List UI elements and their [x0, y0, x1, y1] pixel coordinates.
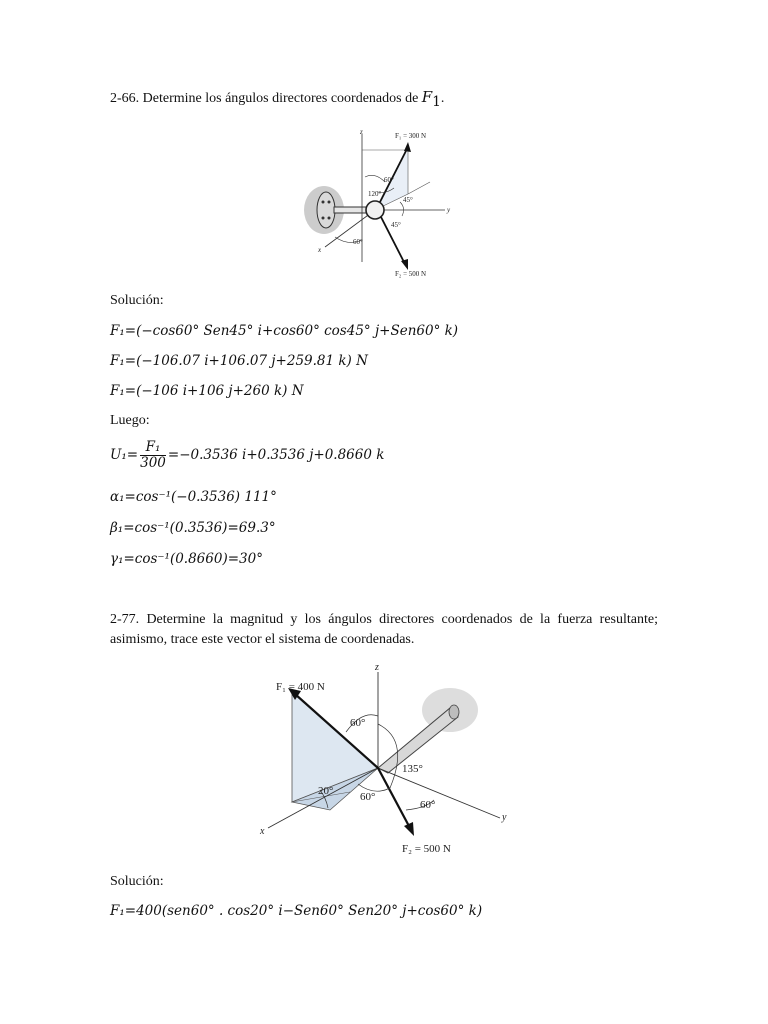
svg-text:60°: 60° [350, 717, 366, 729]
equation-unit-vector: U₁= $\frac{\text{F₁}}{300}$ =−0.3536 i+0.3536 j+0.8660 k [110, 439, 385, 471]
equation-beta: β₁=cos⁻¹(0.3536)=69.3° [110, 520, 276, 536]
svg-text:F₂ = 500 N: F₂ = 500 N [395, 270, 427, 278]
equation-f1-values: F₁=(−106.07 i+106.07 j+259.81 k) N [110, 353, 368, 369]
figure-2-77 [250, 660, 520, 860]
svg-text:z: z [360, 128, 363, 136]
svg-text:F₁ = 300 N: F₁ = 300 N [395, 132, 427, 140]
fraction-f1-over-300: $\frac{\text{F₁}}{300}$ [140, 439, 166, 471]
svg-text:F₂ = 500 N: F₂ = 500 N [402, 843, 451, 855]
svg-text:F₁ = 400 N: F₁ = 400 N [276, 681, 325, 693]
svg-text:120°: 120° [368, 190, 382, 198]
svg-text:60°: 60° [420, 799, 436, 811]
equation-alpha: α₁=cos⁻¹(−0.3536) 111° [110, 489, 277, 505]
solution-2-label: Solución: [110, 874, 164, 889]
mount-plate [317, 192, 335, 228]
svg-text:60°: 60° [360, 791, 376, 803]
equation-gamma: γ₁=cos⁻¹(0.8660)=30° [110, 551, 263, 567]
svg-text:20°: 20° [318, 785, 334, 797]
svg-text:x: x [318, 246, 322, 254]
svg-text:y: y [447, 206, 451, 214]
equation-f1-components: F₁=(−cos60° Sen45° i+cos60° cos45° j+Sen60° k) [110, 323, 459, 339]
problem-2-heading: 2-77. Determine la magnitud y los ángulos directores coordenados de la fuerza resultante; asimismo, trace este vector el sistema de coordenadas. [110, 612, 658, 647]
y-axis [378, 768, 500, 818]
svg-text:z: z [375, 662, 379, 673]
figure-2-66 [290, 122, 490, 282]
luego-label: Luego: [110, 413, 150, 428]
svg-text:45°: 45° [403, 196, 413, 204]
svg-text:60°: 60° [353, 238, 363, 246]
solution-1-label: Solución: [110, 293, 164, 308]
problem-1-heading: 2-66. Determine los ángulos directores coordenados de $F_1$. [110, 88, 445, 110]
ring [366, 201, 384, 219]
svg-text:y: y [502, 812, 507, 823]
svg-text:45°: 45° [391, 221, 401, 229]
rod [334, 207, 366, 213]
equation-f1-rounded: F₁=(−106 i+106 j+260 k) N [110, 383, 304, 399]
svg-text:60°: 60° [384, 176, 394, 184]
svg-text:135°: 135° [402, 763, 423, 775]
equation-f1-400: F₁=400(sen60° . cos20° i−Sen60° Sen20° j+cos60° k) [110, 903, 483, 919]
svg-text:x: x [260, 826, 265, 837]
